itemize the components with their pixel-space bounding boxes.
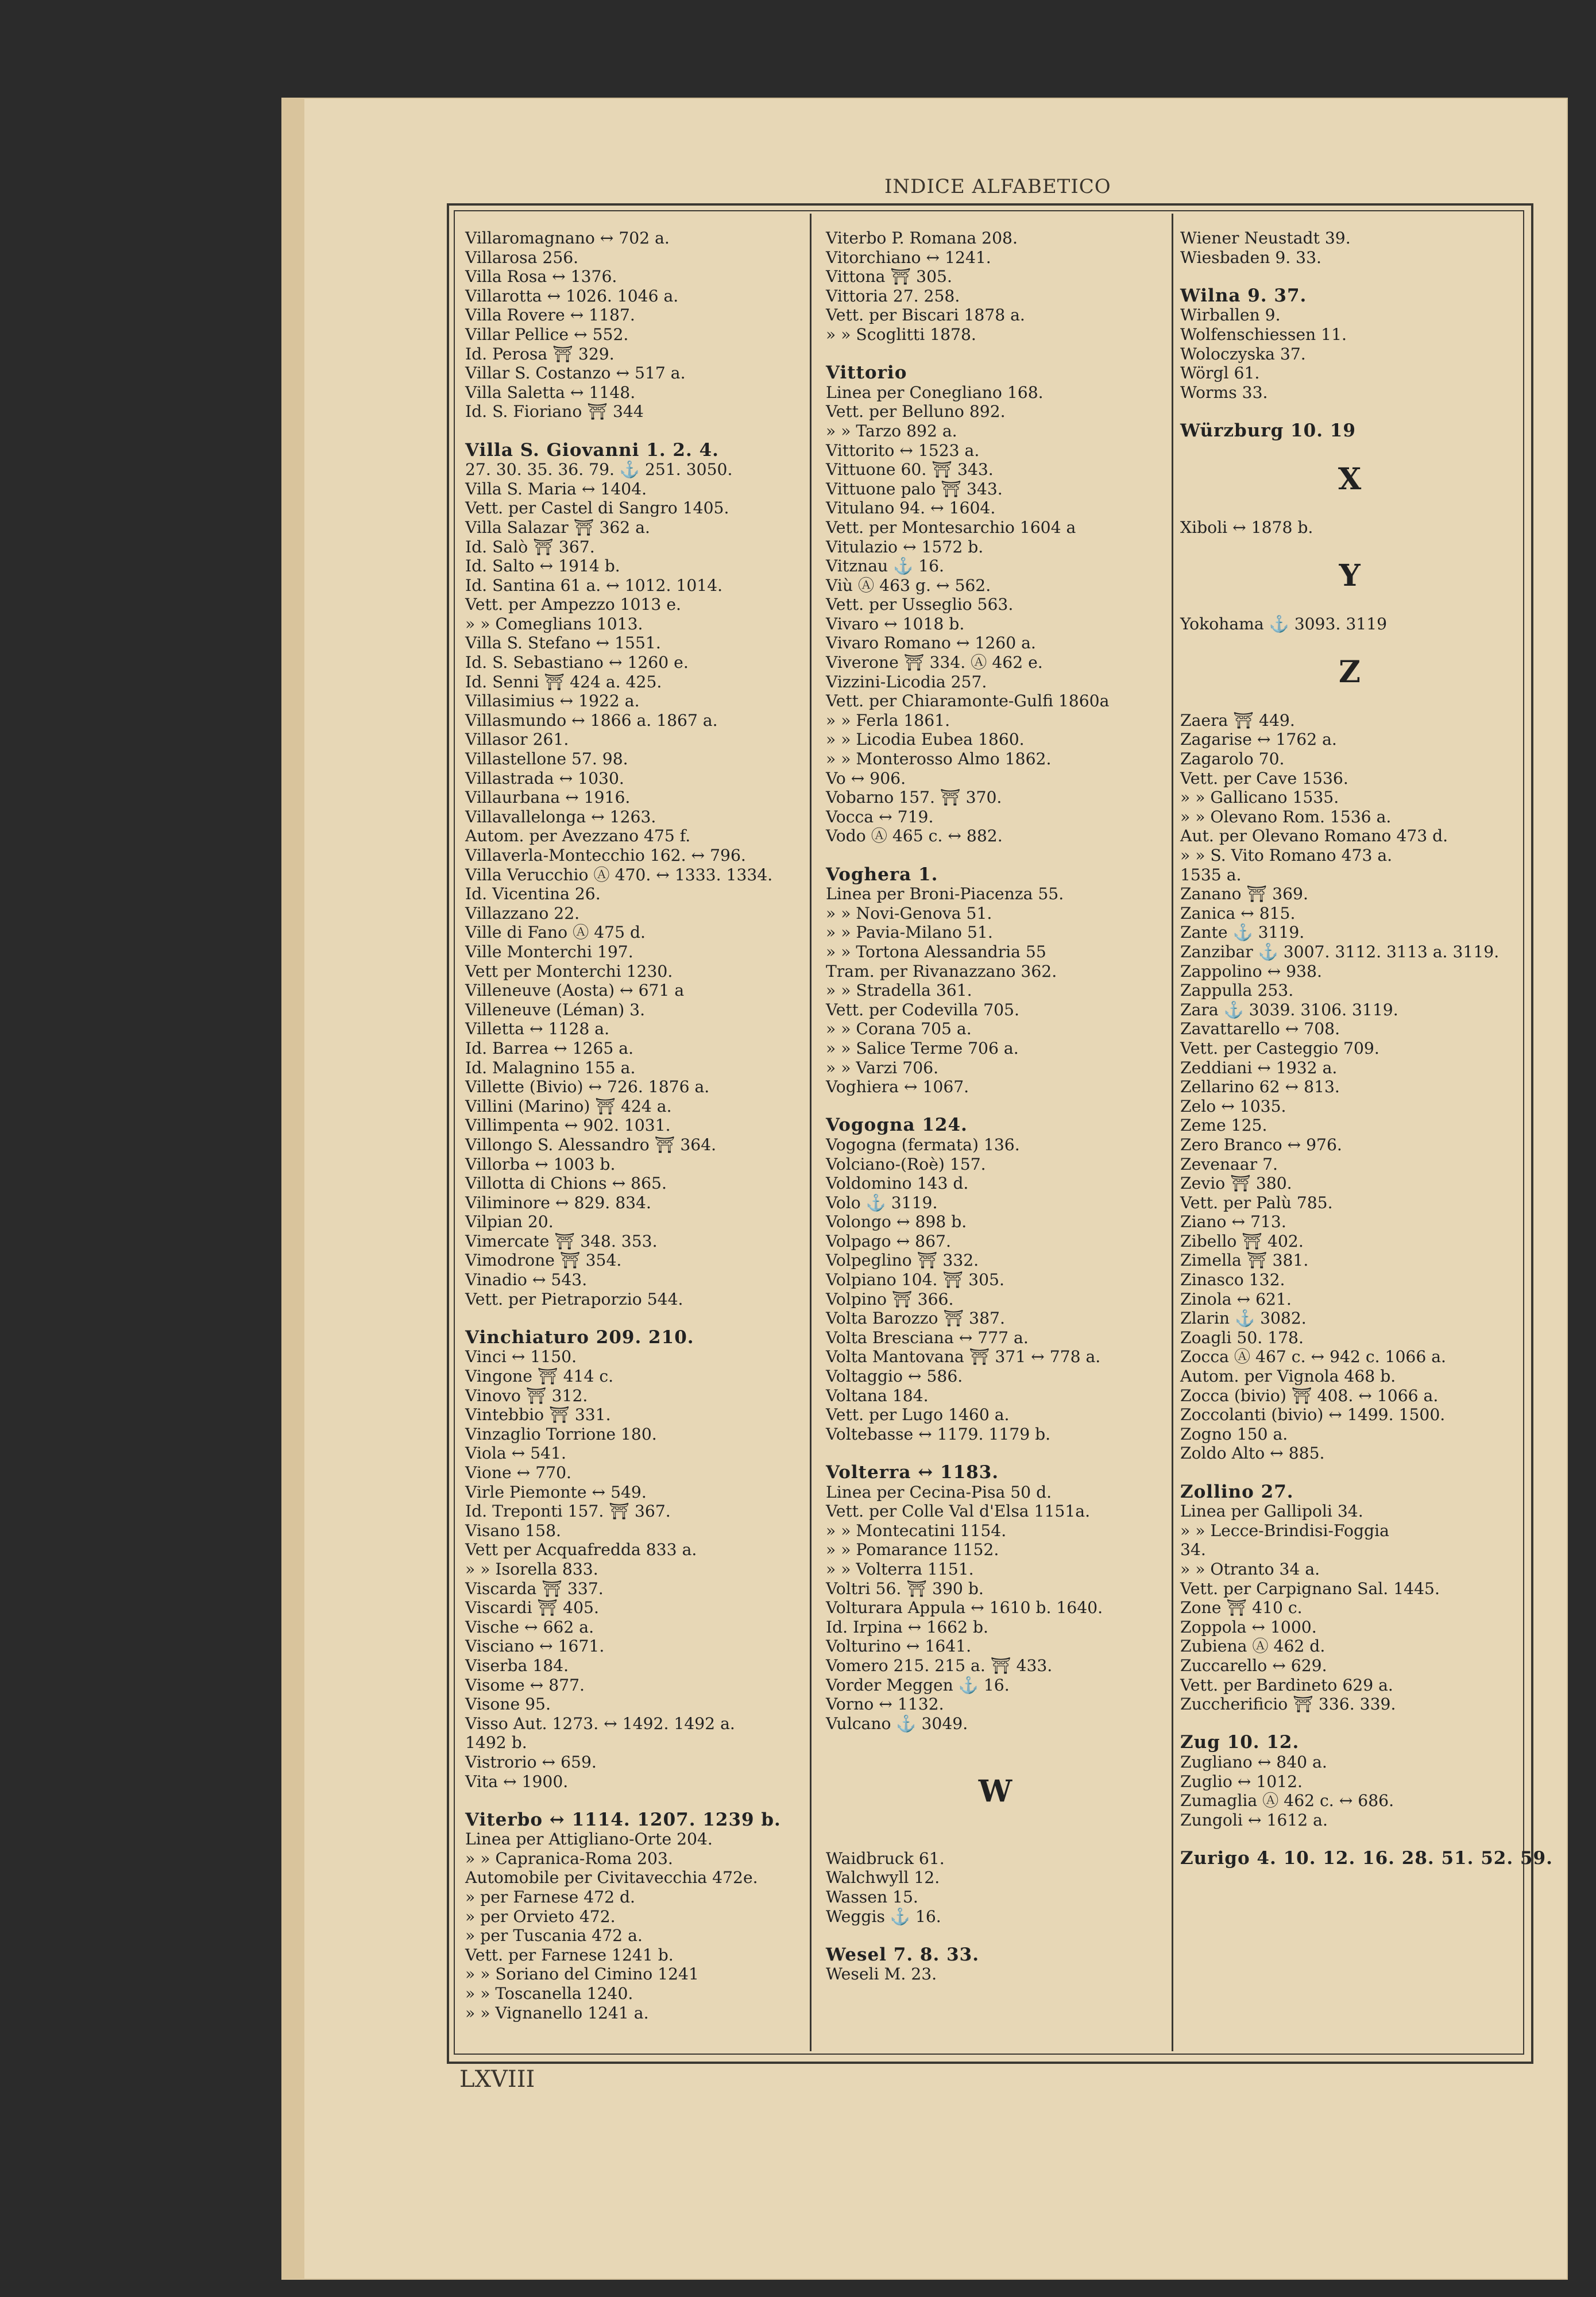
index-entry <box>1180 402 1519 421</box>
index-entry: » » Lecce-Brindisi-Foggia <box>1180 1521 1389 1540</box>
index-column-3 <box>1180 229 1553 1869</box>
column-divider-2 <box>1172 214 1173 2051</box>
index-entry: Zocca Ⓐ 467 c. ↔ 942 c. 1066 a. <box>1180 1347 1447 1367</box>
index-entry: Vinzaglio Torrione 180. <box>465 1424 657 1444</box>
index-entry: Y <box>1339 558 1361 594</box>
index-entry: Zara ⚓ 3039. 3106. 3119. <box>1180 1000 1398 1019</box>
index-entry: » » Otranto 34 a. <box>1180 1559 1320 1579</box>
index-entry: Villa S. Giovanni 1. 2. 4. <box>465 439 719 461</box>
index-entry: Viola ↔ 541. <box>465 1444 566 1463</box>
index-entry: Vett. per Bardineto 629 a. <box>1180 1675 1393 1695</box>
index-entry: Viterbo ↔ 1114. 1207. 1239 b. <box>465 1809 781 1830</box>
index-entry: Zero Branco ↔ 976. <box>1180 1135 1342 1154</box>
index-entry: Wörgl 61. <box>1180 364 1260 383</box>
index-entry: Wassen 15. <box>826 1888 918 1907</box>
index-entry: Visano 158. <box>465 1521 561 1540</box>
index-entry: Voltaggio ↔ 586. <box>826 1367 963 1386</box>
index-entry <box>1180 498 1519 518</box>
index-entry: Volturara Appula ↔ 1610 b. 1640. <box>826 1598 1103 1618</box>
index-entry: Villar S. Costanzo ↔ 517 a. <box>465 364 686 383</box>
index-entry: Vitorchiano ↔ 1241. <box>826 248 991 267</box>
index-entry: Zaera ⛩ 449. <box>1180 710 1295 730</box>
index-entry: Vitznau ⚓ 16. <box>826 556 945 576</box>
index-entry: Villa S. Stefano ↔ 1551. <box>465 633 661 653</box>
index-entry: Id. Salto ↔ 1914 b. <box>465 556 620 576</box>
index-entry: Villaurbana ↔ 1916. <box>465 788 631 807</box>
index-entry: Volta Mantovana ⛩ 371 ↔ 778 a. <box>826 1347 1101 1367</box>
index-entry: Vita ↔ 1900. <box>465 1772 569 1791</box>
index-entry: Id. Vicentina 26. <box>465 884 601 904</box>
index-entry: Tram. per Rivanazzano 362. <box>826 961 1057 981</box>
index-entry: Vizzini-Licodia 257. <box>826 672 987 691</box>
index-entry: Zelo ↔ 1035. <box>1180 1096 1286 1116</box>
index-entry: Ziano ↔ 713. <box>1180 1212 1286 1232</box>
index-entry: Vische ↔ 662 a. <box>465 1617 594 1637</box>
index-entry: Id. Salò ⛩ 367. <box>465 537 595 556</box>
index-entry: Visone 95. <box>465 1695 551 1714</box>
index-entry: Zollino 27. <box>1180 1481 1294 1502</box>
index-entry <box>465 1791 804 1811</box>
index-entry: Vistrorio ↔ 659. <box>465 1752 597 1772</box>
index-entry: » » Tortona Alessandria 55 <box>826 942 1046 961</box>
index-entry: Automobile per Civitavecchia 472e. <box>465 1868 758 1888</box>
index-entry: Zanica ↔ 815. <box>1180 903 1296 923</box>
index-entry: 1535 a. <box>1180 865 1242 884</box>
index-entry: Id. Senni ⛩ 424 a. 425. <box>465 672 662 691</box>
index-entry: Zoccolanti (bivio) ↔ 1499. 1500. <box>1180 1405 1446 1425</box>
index-entry: Volpago ↔ 867. <box>826 1231 951 1251</box>
index-entry: Vintebbio ⛩ 331. <box>465 1405 611 1425</box>
index-entry: Vittorio <box>826 362 907 384</box>
index-entry: » » Olevano Rom. 1536 a. <box>1180 807 1392 826</box>
index-entry: Villastellone 57. 98. <box>465 749 628 769</box>
index-entry: Visome ↔ 877. <box>465 1675 585 1695</box>
index-entry: Linea per Conegliano 168. <box>826 382 1044 402</box>
index-entry: Viscarda ⛩ 337. <box>465 1579 604 1598</box>
index-entry: Villeneuve (Aosta) ↔ 671 a <box>465 981 685 1000</box>
index-entry: Vett per Monterchi 1230. <box>465 961 673 981</box>
index-entry: » » Pomarance 1152. <box>826 1540 999 1560</box>
index-entry: 27. 30. 35. 36. 79. ⚓ 251. 3050. <box>465 460 733 479</box>
index-entry: Vett. per Carpignano Sal. 1445. <box>1180 1579 1440 1598</box>
index-entry: Ville Monterchi 197. <box>465 942 633 961</box>
index-entry <box>1180 691 1519 711</box>
index-entry: Zavattarello ↔ 708. <box>1180 1019 1340 1039</box>
index-entry: Viserba 184. <box>465 1656 569 1675</box>
index-entry: Villa S. Maria ↔ 1404. <box>465 479 647 498</box>
index-entry: Vocca ↔ 719. <box>826 807 934 826</box>
index-entry: Zoagli 50. 178. <box>1180 1328 1304 1347</box>
index-entry <box>826 846 1165 865</box>
index-entry: Vobarno 157. ⛩ 370. <box>826 788 1002 807</box>
index-entry: Id. S. Sebastiano ↔ 1260 e. <box>465 653 689 672</box>
index-entry: Vione ↔ 770. <box>465 1463 571 1482</box>
index-entry: Vett. per Usseglio 563. <box>826 595 1014 614</box>
index-entry: Villa Rosa ↔ 1376. <box>465 267 617 287</box>
index-entry: » » Salice Terme 706 a. <box>826 1038 1019 1058</box>
index-entry: Villongo S. Alessandro ⛩ 364. <box>465 1135 717 1154</box>
index-entry: Vinchiaturo 209. 210. <box>465 1327 694 1348</box>
index-entry: Zibello ⛩ 402. <box>1180 1231 1304 1251</box>
index-entry: Linea per Attigliano-Orte 204. <box>465 1830 713 1849</box>
index-entry: Vimodrone ⛩ 354. <box>465 1251 622 1270</box>
index-entry: Wirballen 9. <box>1180 306 1281 325</box>
index-entry: Villette (Bivio) ↔ 726. 1876 a. <box>465 1077 710 1097</box>
index-entry: Zuccherificio ⛩ 336. 339. <box>1180 1695 1396 1714</box>
index-entry <box>1180 1714 1519 1734</box>
index-entry: Vett. per Lugo 1460 a. <box>826 1405 1010 1425</box>
index-entry: Villa Rovere ↔ 1187. <box>465 306 635 325</box>
index-entry: Virle Piemonte ↔ 549. <box>465 1482 647 1502</box>
index-entry: Ville di Fano Ⓐ 475 d. <box>465 923 646 942</box>
index-entry <box>826 1926 1165 1946</box>
index-entry: Zevenaar 7. <box>1180 1154 1278 1174</box>
index-entry: » » S. Vito Romano 473 a. <box>1180 846 1393 865</box>
index-entry: Villorba ↔ 1003 b. <box>465 1154 616 1174</box>
index-entry: Zagarise ↔ 1762 a. <box>1180 730 1337 749</box>
index-entry: Xiboli ↔ 1878 b. <box>1180 517 1313 537</box>
index-entry: » » Novi-Genova 51. <box>826 903 992 923</box>
index-entry: Zimella ⛩ 381. <box>1180 1251 1309 1270</box>
index-entry: » » Soriano del Cimino 1241 <box>465 1965 699 1984</box>
index-entry: Vinovo ⛩ 312. <box>465 1386 588 1405</box>
index-entry <box>1180 441 1519 461</box>
index-entry: Volta Barozzo ⛩ 387. <box>826 1309 1005 1328</box>
index-entry: Villini (Marino) ⛩ 424 a. <box>465 1096 672 1116</box>
index-entry: Vett. per Colle Val d'Elsa 1151a. <box>826 1502 1091 1521</box>
index-entry: Volpeglino ⛩ 332. <box>826 1251 979 1270</box>
index-entry: Villimpenta ↔ 902. 1031. <box>465 1116 671 1135</box>
index-entry: » » Monterosso Almo 1862. <box>826 749 1052 769</box>
index-entry: Zumaglia Ⓐ 462 c. ↔ 686. <box>1180 1791 1394 1811</box>
index-entry <box>826 1444 1165 1463</box>
index-entry: Weseli M. 23. <box>826 1965 937 1984</box>
index-entry: » » Ferla 1861. <box>826 710 950 730</box>
index-entry: Id. Irpina ↔ 1662 b. <box>826 1617 988 1637</box>
index-entry: Zanzibar ⚓ 3007. 3112. 3113 a. 3119. <box>1180 942 1500 961</box>
index-entry: Vittorito ↔ 1523 a. <box>826 440 980 460</box>
index-entry: Vett. per Pietraporzio 544. <box>465 1289 683 1309</box>
index-entry: Vett. per Biscari 1878 a. <box>826 306 1025 325</box>
index-entry: » » Vignanello 1241 a. <box>465 2003 649 2023</box>
index-entry: Vomero 215. 215 a. ⛩ 433. <box>826 1656 1053 1675</box>
index-entry: Zurigo 4. 10. 12. 16. 28. 51. 52. 59. <box>1180 1847 1553 1869</box>
index-entry: Id. Perosa ⛩ 329. <box>465 344 615 364</box>
index-entry: Villotta di Chions ↔ 865. <box>465 1174 667 1193</box>
index-entry: » » Corana 705 a. <box>826 1019 972 1039</box>
index-entry: Volta Bresciana ↔ 777 a. <box>826 1328 1029 1347</box>
column-divider-1 <box>810 214 811 2051</box>
index-entry <box>826 1733 1165 1753</box>
index-entry: Worms 33. <box>1180 382 1268 402</box>
index-entry <box>826 345 1165 364</box>
index-entry: Vo ↔ 906. <box>826 768 906 788</box>
index-entry: Zinola ↔ 621. <box>1180 1289 1292 1309</box>
index-entry <box>1180 1463 1519 1483</box>
index-entry: Vodo Ⓐ 465 c. ↔ 882. <box>826 826 1003 846</box>
index-entry: Zogno 150 a. <box>1180 1424 1288 1444</box>
index-entry: Zappolino ↔ 938. <box>1180 961 1322 981</box>
index-entry: Viterbo P. Romana 208. <box>826 229 1018 248</box>
index-entry: Vett. per Belluno 892. <box>826 402 1006 421</box>
index-entry: Linea per Broni-Piacenza 55. <box>826 884 1064 904</box>
index-entry: » per Farnese 472 d. <box>465 1888 635 1907</box>
index-entry: Voghera 1. <box>826 864 938 885</box>
index-entry: Vogogna 124. <box>826 1115 968 1136</box>
index-entry: Vitulazio ↔ 1572 b. <box>826 537 984 556</box>
index-entry: Vett per Acquafredda 833 a. <box>465 1540 697 1560</box>
index-entry: Volterra ↔ 1183. <box>826 1462 999 1483</box>
index-entry: Villa Verucchio Ⓐ 470. ↔ 1333. 1334. <box>465 865 773 884</box>
index-entry: Id. Malagnino 155 a. <box>465 1058 636 1077</box>
index-entry: Zanano ⛩ 369. <box>1180 884 1308 904</box>
index-entry: » » Capranica-Roma 203. <box>465 1849 673 1868</box>
index-entry <box>826 1830 1165 1849</box>
index-entry: Vogogna (fermata) 136. <box>826 1135 1020 1154</box>
index-entry <box>1180 633 1519 653</box>
index-entry: Viliminore ↔ 829. 834. <box>465 1193 651 1212</box>
index-entry: Zante ⚓ 3119. <box>1180 923 1305 942</box>
index-entry: Vimercate ⛩ 348. 353. <box>465 1231 658 1251</box>
index-entry: Voltana 184. <box>826 1386 929 1405</box>
index-entry: Zoldo Alto ↔ 885. <box>1180 1444 1325 1463</box>
index-entry: Vittuone 60. ⛩ 343. <box>826 460 994 479</box>
index-entry: Zeme 125. <box>1180 1116 1267 1135</box>
index-entry <box>826 1811 1165 1830</box>
index-entry: Vittona ⛩ 305. <box>826 267 952 287</box>
index-entry <box>826 1753 1165 1772</box>
index-entry: Zeddiani ↔ 1932 a. <box>1180 1058 1338 1077</box>
index-entry: Volo ⚓ 3119. <box>826 1193 938 1212</box>
index-entry: Voldomino 143 d. <box>826 1174 969 1193</box>
index-entry <box>465 421 804 441</box>
index-entry: Viverone ⛩ 334. Ⓐ 462 e. <box>826 653 1043 672</box>
index-entry: Würzburg 10. 19 <box>1180 420 1356 441</box>
page-header: INDICE ALFABETICO <box>884 175 1111 198</box>
index-entry: Aut. per Olevano Romano 473 d. <box>1180 826 1448 846</box>
index-entry: Zug 10. 12. <box>1180 1732 1300 1753</box>
index-entry: Linea per Gallipoli 34. <box>1180 1502 1363 1521</box>
index-entry: Visso Aut. 1273. ↔ 1492. 1492 a. <box>465 1714 735 1733</box>
index-entry: Vilpian 20. <box>465 1212 554 1232</box>
index-entry: Volpiano 104. ⛩ 305. <box>826 1270 1004 1290</box>
index-entry: Zevio ⛩ 380. <box>1180 1174 1292 1193</box>
index-entry: Id. Treponti 157. ⛩ 367. <box>465 1502 671 1521</box>
index-entry: Zlarin ⚓ 3082. <box>1180 1309 1307 1328</box>
index-entry: Autom. per Vignola 468 b. <box>1180 1367 1396 1386</box>
index-column-1 <box>465 229 804 2023</box>
index-entry: Vett. per Ampezzo 1013 e. <box>465 595 681 614</box>
index-entry: Vorder Meggen ⚓ 16. <box>826 1675 1010 1695</box>
index-entry: Vett. per Codevilla 705. <box>826 1000 1019 1019</box>
index-entry: Walchwyll 12. <box>826 1868 940 1888</box>
index-entry: Villetta ↔ 1128 a. <box>465 1019 610 1039</box>
index-entry: Wilna 9. 37. <box>1180 285 1307 306</box>
index-entry: Villavallelonga ↔ 1263. <box>465 807 656 826</box>
index-entry <box>826 1097 1165 1116</box>
index-entry: Vinci ↔ 1150. <box>465 1347 577 1367</box>
index-entry: Vivaro Romano ↔ 1260 a. <box>826 633 1036 653</box>
index-entry: Vett. per Chiaramonte-Gulfi 1860a <box>826 691 1110 711</box>
index-entry: Vorno ↔ 1132. <box>826 1695 944 1714</box>
index-entry: Vett. per Farnese 1241 b. <box>465 1945 674 1965</box>
index-entry: Vett. per Castel di Sangro 1405. <box>465 498 729 518</box>
index-entry: » » Toscanella 1240. <box>465 1984 633 2004</box>
index-entry: Vett. per Casteggio 709. <box>1180 1038 1379 1058</box>
index-entry: Zungoli ↔ 1612 a. <box>1180 1810 1328 1830</box>
index-entry: Villazzano 22. <box>465 903 580 923</box>
index-entry: Autom. per Avezzano 475 f. <box>465 826 691 846</box>
index-entry <box>1180 595 1519 614</box>
index-entry: Vett. per Cave 1536. <box>1180 768 1348 788</box>
index-entry: Zuccarello ↔ 629. <box>1180 1656 1327 1675</box>
index-entry: Zubiena Ⓐ 462 d. <box>1180 1637 1326 1656</box>
index-entry: Waidbruck 61. <box>826 1849 945 1868</box>
index-entry: Vett. per Montesarchio 1604 a <box>826 517 1076 537</box>
index-entry: W <box>978 1773 1013 1809</box>
index-entry: Vingone ⛩ 414 c. <box>465 1367 614 1386</box>
index-entry: Viscardi ⛩ 405. <box>465 1598 599 1618</box>
index-entry: Vittoria 27. 258. <box>826 286 960 306</box>
index-entry: Weggis ⚓ 16. <box>826 1907 941 1926</box>
index-entry: Linea per Cecina-Pisa 50 d. <box>826 1482 1052 1502</box>
index-entry: Viù Ⓐ 463 g. ↔ 562. <box>826 575 991 595</box>
index-entry: Villasor 261. <box>465 730 569 749</box>
index-entry: Id. Barrea ↔ 1265 a. <box>465 1038 634 1058</box>
index-entry: » per Orvieto 472. <box>465 1907 616 1926</box>
index-entry: Vitulano 94. ↔ 1604. <box>826 498 996 518</box>
index-entry: Villeneuve (Léman) 3. <box>465 1000 646 1019</box>
index-entry: Voltebasse ↔ 1179. 1179 b. <box>826 1424 1051 1444</box>
index-entry: X <box>1338 462 1362 497</box>
index-entry: Villaverla-Montecchio 162. ↔ 796. <box>465 846 746 865</box>
index-entry: » » Montecatini 1154. <box>826 1521 1007 1540</box>
index-entry: Zugliano ↔ 840 a. <box>1180 1752 1327 1772</box>
index-entry: 1492 b. <box>465 1733 527 1753</box>
index-entry: Zone ⛩ 410 c. <box>1180 1598 1303 1618</box>
index-entry: Vulcano ⚓ 3049. <box>826 1714 968 1733</box>
index-entry: Volongo ↔ 898 b. <box>826 1212 967 1232</box>
index-entry: Villastrada ↔ 1030. <box>465 768 624 788</box>
index-entry: Villarotta ↔ 1026. 1046 a. <box>465 286 679 306</box>
index-entry: Volpino ⛩ 366. <box>826 1289 954 1309</box>
index-entry: Villaromagnano ↔ 702 a. <box>465 229 670 248</box>
index-entry: » » Stradella 361. <box>826 981 972 1000</box>
index-entry: » » Isorella 833. <box>465 1559 598 1579</box>
index-column-2 <box>826 229 1165 1984</box>
index-entry: Z <box>1339 655 1361 690</box>
index-entry: » » Volterra 1151. <box>826 1559 974 1579</box>
index-entry: Villasmundo ↔ 1866 a. 1867 a. <box>465 710 718 730</box>
index-entry: Zoppola ↔ 1000. <box>1180 1617 1317 1637</box>
index-entry: » » Varzi 706. <box>826 1058 939 1077</box>
index-entry: Vett. per Palù 785. <box>1180 1193 1333 1212</box>
index-entry: » » Gallicano 1535. <box>1180 788 1339 807</box>
index-entry <box>1180 1830 1519 1849</box>
index-entry: Villa Saletta ↔ 1148. <box>465 382 636 402</box>
index-entry: » » Tarzo 892 a. <box>826 421 957 440</box>
index-entry: 34. <box>1180 1540 1206 1560</box>
index-entry: Vittuone palo ⛩ 343. <box>826 479 1003 498</box>
index-entry: Wesel 7. 8. 33. <box>826 1944 979 1965</box>
index-entry: Villarosa 256. <box>465 248 579 267</box>
index-entry: Wolfenschiessen 11. <box>1180 324 1347 344</box>
index-entry: » per Tuscania 472 a. <box>465 1926 643 1946</box>
index-entry: Zinasco 132. <box>1180 1270 1285 1290</box>
index-entry: Visciano ↔ 1671. <box>465 1637 605 1656</box>
page-edge <box>281 98 304 2280</box>
index-entry: » » Comeglians 1013. <box>465 614 643 633</box>
index-entry: Vivaro ↔ 1018 b. <box>826 614 965 633</box>
index-entry: Id. S. Fioriano ⛩ 344 <box>465 402 644 421</box>
page-number: LXVIII <box>459 2066 535 2093</box>
index-entry: » » Licodia Eubea 1860. <box>826 730 1025 749</box>
index-entry: Woloczyska 37. <box>1180 344 1306 364</box>
index-entry: Zagarolo 70. <box>1180 749 1285 769</box>
index-entry <box>1180 537 1519 557</box>
index-entry: Volturino ↔ 1641. <box>826 1637 972 1656</box>
index-entry: Volciano-(Roè) 157. <box>826 1154 986 1174</box>
index-entry: Vinadio ↔ 543. <box>465 1270 588 1290</box>
index-entry: Villar Pellice ↔ 552. <box>465 324 629 344</box>
index-entry: Villa Salazar ⛩ 362 a. <box>465 517 650 537</box>
index-entry: Voltri 56. ⛩ 390 b. <box>826 1579 984 1598</box>
index-entry: Yokohama ⚓ 3093. 3119 <box>1180 614 1388 633</box>
index-entry: Wiesbaden 9. 33. <box>1180 248 1322 267</box>
index-entry: Zocca (bivio) ⛩ 408. ↔ 1066 a. <box>1180 1386 1439 1405</box>
index-entry <box>465 1309 804 1328</box>
index-entry: Voghiera ↔ 1067. <box>826 1077 969 1097</box>
index-entry: Villasimius ↔ 1922 a. <box>465 691 640 711</box>
index-entry: » » Pavia-Milano 51. <box>826 923 993 942</box>
index-entry: Zellarino 62 ↔ 813. <box>1180 1077 1340 1097</box>
index-entry: Wiener Neustadt 39. <box>1180 229 1351 248</box>
index-entry <box>1180 267 1519 287</box>
index-entry: Id. Santina 61 a. ↔ 1012. 1014. <box>465 575 723 595</box>
index-entry: Zappulla 253. <box>1180 981 1294 1000</box>
index-entry: Zuglio ↔ 1012. <box>1180 1772 1303 1791</box>
index-entry: » » Scoglitti 1878. <box>826 324 976 344</box>
